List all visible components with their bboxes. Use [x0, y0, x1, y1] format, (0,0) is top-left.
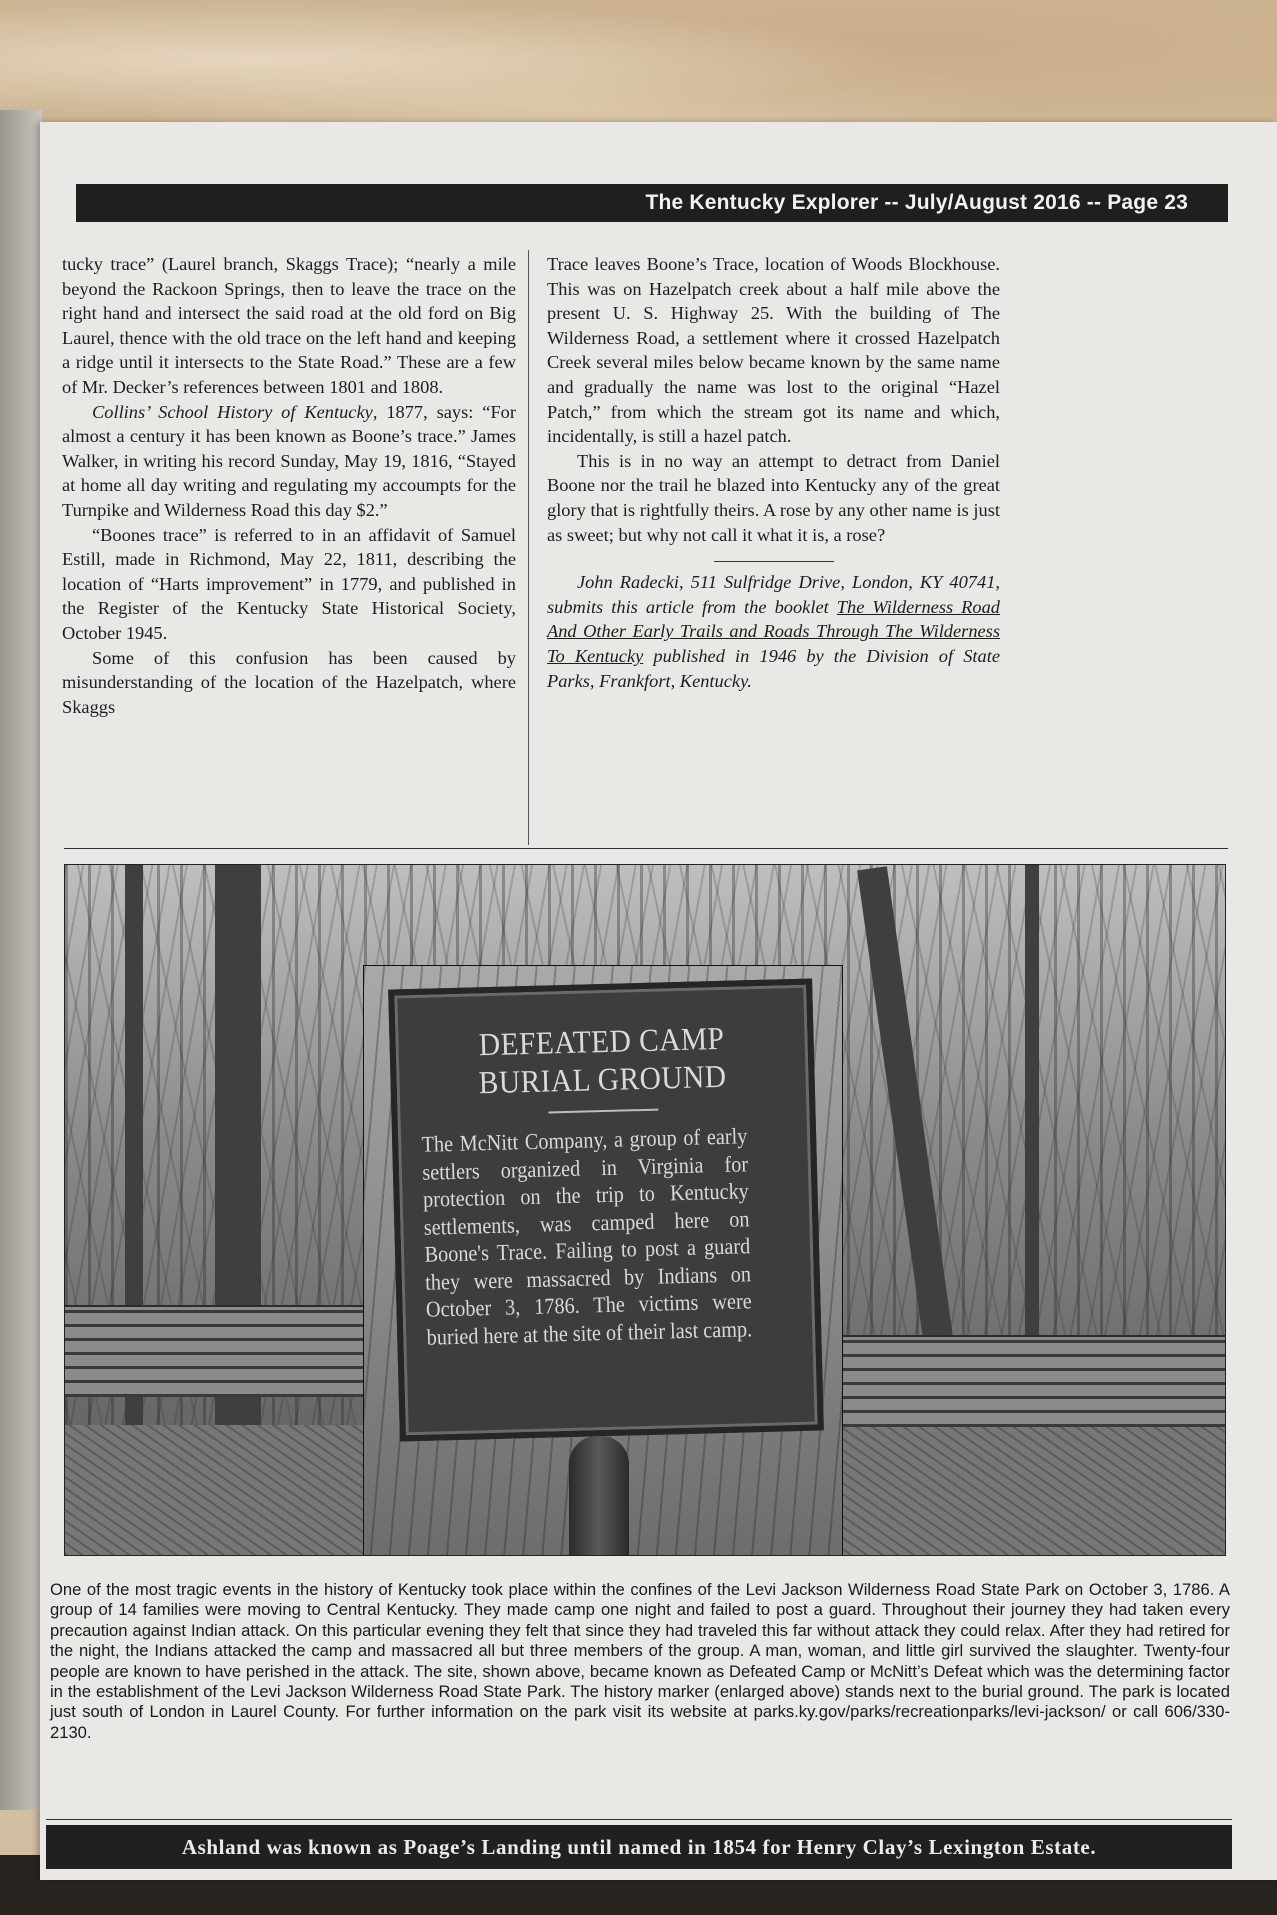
section-rule: [64, 848, 1228, 849]
paragraph: Some of this confusion has been caused by misunderstanding of the location of the Hazelpatch, where Skaggs: [62, 647, 516, 717]
page-header-bar: [76, 184, 1228, 222]
marker-inset-photo: [363, 965, 843, 1556]
article-byline: [547, 570, 1000, 693]
article-left-column: [62, 252, 516, 719]
historical-marker-sign: [388, 979, 824, 1442]
byline-intro: John Radecki, 511 Sulfridge Drive, London, KY 40741, submits this article from the booklet: [547, 572, 1000, 617]
book-title: Collins’ School History of Kentucky: [92, 401, 373, 422]
facing-page-edge: [0, 110, 42, 1810]
booklet-title: The Wilderness Road And Other Early Trails and Roads Through The Wilderness To Kentucky: [547, 596, 1001, 666]
paragraph: Trace leaves Boone’s Trace, location of Woods Blockhouse. This was on Hazelpatch creek about a half mile above the present U. S. Highway 25. With the building of The Wilderness Road, a settlement where it crossed Hazelpatch Creek several miles below became known by the same name and gradually the name was lost to the original “Hazel Patch,” from which the stream got its name and which, incidentally, is still a hazel patch.: [547, 254, 1000, 447]
marker-title-line2: BURIAL GROUND: [478, 1057, 727, 1101]
paragraph: [62, 400, 516, 523]
article-right-column: [547, 252, 1000, 693]
paragraph-text: , 1877, says: “For almost a century it has been known as Boone’s trace.” James Walker, in writing his record Sunday, May 19, 1816, “Stayed at home all day writing and regulating my accoumpts for the Turnpike and Wilderness Road this day $2.”: [62, 401, 516, 520]
footer-fact-text: Ashland was known as Poage’s Landing until named in 1854 for Henry Clay’s Lexington Estate.: [181, 1834, 1097, 1859]
marker-post: [569, 1436, 629, 1556]
magazine-page: [40, 122, 1277, 1880]
footer-fact-bar: [46, 1825, 1232, 1869]
marker-title-line1: DEFEATED CAMP: [478, 1019, 725, 1063]
forest-photo: [64, 864, 1226, 1556]
paragraph: tucky trace” (Laurel branch, Skaggs Trace); “nearly a mile beyond the Rackoon Springs, then to leave the trace on the right hand and intersect the said road at the old ford on Big Laurel, thence with the old trace on the left hand and keeping a ridge until it intersects to the State Road.” These are a few of Mr. Decker’s references between 1801 and 1808.: [62, 254, 516, 397]
page-header-title: The Kentucky Explorer -- July/August 2016 -- Page 23: [645, 191, 1188, 214]
byline-outro: published in 1946 by the Division of State Parks, Frankfort, Kentucky.: [547, 645, 1000, 691]
photo-caption: One of the most tragic events in the history of Kentucky took place within the confines of the Levi Jackson Wilderness Road State Park on October 3, 1786. A group of 14 families were moving to Central Kentucky. They made camp one night and failed to post a guard. Throughout their journey they had taken every precaution against Indian attack. On this particular evening they felt that since they had traveled this far without attack they could relax. After they had retired for the night, the Indians attacked the camp and massacred all but three members of the group. A man, woman, and little girl survived the slaughter. Twenty-four people are known to have perished in the attack. The site, shown above, became known as Defeated Camp or McNitt’s Defeat which was the determining factor in the establishment of the Levi Jackson Wilderness Road State Park. The history marker (enlarged above) stands next to the burial ground. The park is located just south of London in Laurel County. For further information on the park visit its website at parks.ky.gov/parks/recreationparks/levi-jackson/ or call 606/330-2130.: [50, 1580, 1230, 1742]
paragraph: “Boones trace” is referred to in an affidavit of Samuel Estill, made in Richmond, May 22, 1811, describing the location of “Harts improvement” in 1779, and published in the Register of the Kentucky State Historical Society, October 1945.: [62, 524, 516, 643]
paragraph: This is in no way an attempt to detract from Daniel Boone nor the trail he blazed into Kentucky any of the great glory that is rightfully theirs. A rose by any other name is just as sweet; but why not call it what it is, a rose?: [547, 450, 1000, 545]
byline-rule: [714, 561, 834, 562]
marker-ornament: [548, 1109, 658, 1114]
stone-wall: [65, 1305, 363, 1397]
marker-body-text: The McNitt Company, a group of early settlers organized in Virginia for protection on the trip to Kentucky settlements, was camped here on Boone's Trace. Failing to post a guard they were massacred by Indians on October 3, 1786. The victims were buried here at the site of their last camp.: [421, 1123, 753, 1350]
stone-wall: [841, 1335, 1225, 1427]
column-divider: [528, 250, 529, 845]
footer-rule: [46, 1819, 1232, 1820]
